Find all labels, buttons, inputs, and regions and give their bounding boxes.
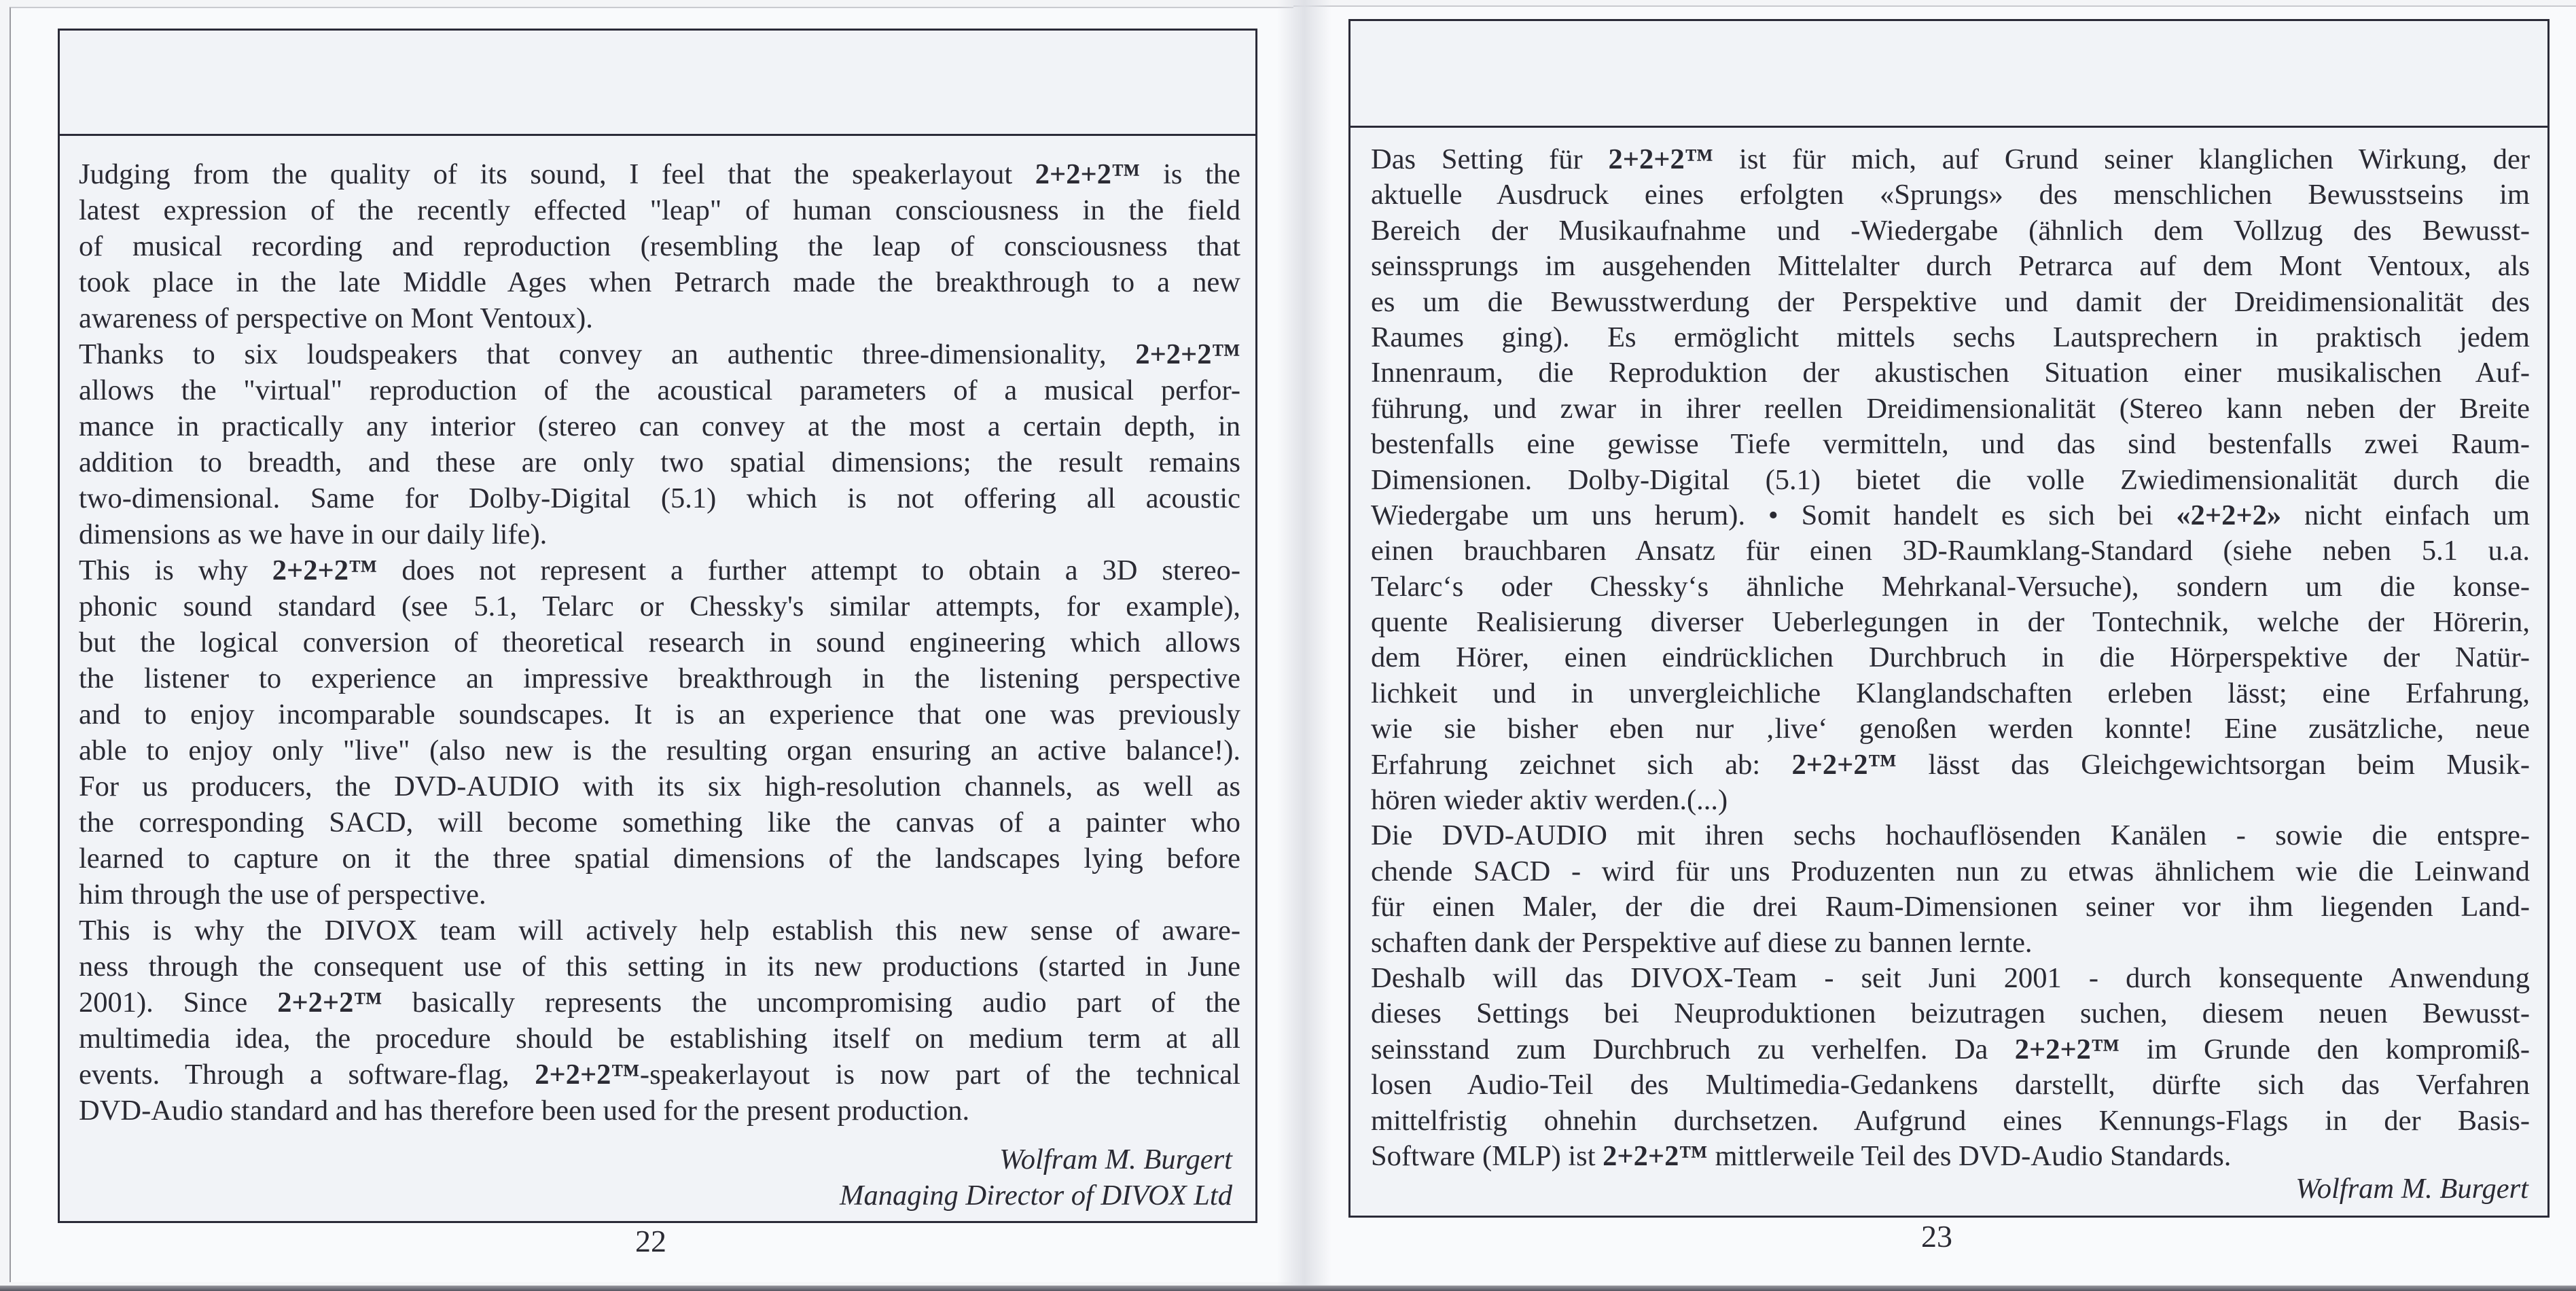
text-line bbox=[79, 732, 1240, 768]
text-segment: mittlerweile Teil des DVD-Audio Standards. bbox=[1707, 1139, 2232, 1172]
text-segment: hören wieder aktiv werden.(...) bbox=[1371, 784, 1728, 817]
text-segment: Wiedergabe um uns herum). • Somit handelt es sich bei bbox=[1371, 499, 2177, 531]
text-line bbox=[79, 480, 1240, 516]
text-segment: This is why bbox=[79, 554, 272, 586]
text-line bbox=[1371, 498, 2530, 533]
text-segment: seinsstand zum Durchbruch zu verhelfen. Da bbox=[1371, 1033, 2015, 1065]
text-segment: seinssprungs im ausgehenden Mittelalter durch Petrarca auf dem Mont Ventoux, als bbox=[1371, 250, 2530, 283]
left-header-panel bbox=[60, 31, 1255, 136]
text-segment: mance in practically any interior (stereo can convey at the most a certain depth, in bbox=[79, 410, 1240, 442]
text-line bbox=[79, 588, 1240, 624]
text-segment: This is why the DIVOX team will actively help establish this new sense of aware- bbox=[79, 915, 1240, 947]
trademark-text: 2+2+2™ bbox=[1791, 748, 1897, 781]
text-segment: losen Audio-Teil des Multimedia-Gedankens darstellt, dürfte sich das Verfahren bbox=[1371, 1069, 2530, 1101]
right-header-panel bbox=[1350, 21, 2547, 128]
trademark-text: 2+2+2™ bbox=[1608, 143, 1714, 175]
scan-edge bbox=[0, 1286, 2576, 1291]
text-segment: im Grunde den kompromiß- bbox=[2119, 1033, 2530, 1065]
text-line bbox=[1371, 391, 2530, 427]
text-segment: dieses Settings bei Neuproduktionen beizutragen suchen, diesem neuen Bewusst- bbox=[1371, 997, 2530, 1030]
text-segment: the corresponding SACD, will become something like the canvas of a painter who bbox=[79, 807, 1240, 838]
text-segment: Raumes ging). Es ermöglicht mittels sechs Lautsprechern in praktisch jedem bbox=[1371, 321, 2530, 353]
text-line bbox=[79, 696, 1240, 732]
text-line bbox=[1371, 463, 2530, 498]
text-segment: Das Setting für bbox=[1371, 143, 1609, 175]
text-segment: of musical recording and reproduction (resembling the leap of consciousness that bbox=[79, 230, 1240, 262]
text-segment: the listener to experience an impressive breakthrough in the listening perspective bbox=[79, 662, 1240, 694]
text-line bbox=[79, 408, 1240, 444]
signature-title: Managing Director of DIVOX Ltd bbox=[840, 1180, 1232, 1212]
text-line bbox=[1371, 285, 2530, 320]
text-line bbox=[79, 1021, 1240, 1057]
text-line bbox=[1371, 747, 2530, 783]
text-segment: Die DVD-AUDIO mit ihren sechs hochauflösenden Kanälen - sowie die entspre- bbox=[1371, 819, 2530, 852]
text-segment: Software (MLP) ist bbox=[1371, 1139, 1603, 1172]
text-segment: lässt das Gleichgewichtsorgan beim Musik- bbox=[1897, 748, 2530, 781]
text-segment: Erfahrung zeichnet sich ab: bbox=[1371, 748, 1792, 781]
text-line bbox=[79, 300, 1240, 336]
text-line bbox=[79, 660, 1240, 696]
text-line bbox=[1371, 213, 2530, 249]
text-line bbox=[1371, 1103, 2530, 1139]
text-segment: basically represents the uncompromising audio part of the bbox=[382, 987, 1240, 1019]
text-line bbox=[1371, 889, 2530, 925]
text-line bbox=[79, 372, 1240, 408]
text-line bbox=[79, 1093, 1240, 1129]
text-line bbox=[79, 264, 1240, 300]
text-segment: führung, und zwar in ihrer reellen Dreidimensionalität (Stereo kann neben der Breite bbox=[1371, 392, 2530, 425]
text-segment: -speakerlayout is now part of the technical bbox=[639, 1059, 1240, 1091]
text-segment: Deshalb will das DIVOX-Team - seit Juni 2001 - durch konsequente Anwendung bbox=[1371, 961, 2530, 994]
text-line bbox=[1371, 142, 2530, 177]
text-line bbox=[1371, 818, 2530, 853]
text-line bbox=[1371, 996, 2530, 1031]
trademark-text: 2+2+2™ bbox=[1035, 158, 1141, 190]
text-segment: DVD-Audio standard and has therefore been used for the present production. bbox=[79, 1095, 970, 1127]
text-line bbox=[1371, 925, 2530, 961]
text-line bbox=[1371, 676, 2530, 711]
text-segment: Bereich der Musikaufnahme und -Wiedergabe (ähnlich dem Vollzug des Bewusst- bbox=[1371, 214, 2530, 247]
text-segment: einen brauchbaren Ansatz für einen 3D-Raumklang-Standard (siehe neben 5.1 u.a. bbox=[1371, 535, 2530, 567]
text-segment: dem Hörer, einen eindrücklichen Durchbruch in die Hörperspektive der Natür- bbox=[1371, 641, 2530, 674]
text-segment: Telarc‘s oder Chessky‘s ähnliche Mehrkanal-Versuche), sondern um die konse- bbox=[1371, 570, 2530, 603]
text-line bbox=[79, 156, 1240, 192]
text-segment: addition to breadth, and these are only two spatial dimensions; the result remains bbox=[79, 446, 1240, 478]
text-line bbox=[79, 877, 1240, 913]
text-line bbox=[79, 444, 1240, 480]
page-number-left: 22 bbox=[635, 1224, 666, 1258]
right-text-frame bbox=[1348, 19, 2550, 1218]
text-line bbox=[79, 913, 1240, 949]
left-signature bbox=[840, 1142, 1232, 1214]
text-line bbox=[1371, 783, 2530, 818]
text-segment: able to enjoy only "live" (also new is the resulting organ ensuring an active balance!). bbox=[79, 735, 1240, 766]
text-line bbox=[1371, 605, 2530, 640]
text-segment: mittelfristig ohnehin durchsetzen. Aufgrund eines Kennungs-Flags in der Basis- bbox=[1371, 1104, 2530, 1137]
text-segment: phonic sound standard (see 5.1, Telarc or Chessky's similar attempts, for example), bbox=[79, 590, 1240, 622]
book-gutter bbox=[1277, 0, 1331, 1291]
text-segment: Judging from the quality of its sound, I feel that the speakerlayout bbox=[79, 158, 1035, 190]
text-segment: quente Realisierung diverser Ueberlegungen in der Tontechnik, welche der Hörerin, bbox=[1371, 606, 2530, 639]
text-line bbox=[1371, 711, 2530, 747]
text-segment: es um die Bewusstwerdung der Perspektive und damit der Dreidimensionalität des bbox=[1371, 285, 2530, 318]
text-segment: schaften dank der Perspektive auf diese zu bannen lernte. bbox=[1371, 926, 2033, 959]
text-segment: Innenraum, die Reproduktion der akustischen Situation einer musikalischen Auf- bbox=[1371, 357, 2530, 389]
trademark-text: 2+2+2™ bbox=[2014, 1033, 2120, 1065]
text-line bbox=[1371, 569, 2530, 605]
text-segment: chende SACD - wird für uns Produzenten nun zu etwas ähnlichem wie die Leinwand bbox=[1371, 855, 2530, 887]
signature-name: Wolfram M. Burgert bbox=[999, 1144, 1232, 1175]
text-segment: took place in the late Middle Ages when Petrarch made the breakthrough to a new bbox=[79, 266, 1240, 298]
text-line bbox=[1371, 533, 2530, 569]
text-segment: dimensions as we have in our daily life). bbox=[79, 518, 548, 550]
text-segment: ness through the consequent use of this setting in its new productions (started in June bbox=[79, 951, 1240, 983]
text-line bbox=[79, 949, 1240, 985]
trademark-text: 2+2+2™ bbox=[535, 1059, 640, 1091]
text-line bbox=[79, 624, 1240, 660]
english-text-body bbox=[79, 156, 1240, 1129]
text-segment: latest expression of the recently effected "leap" of human consciousness in the field bbox=[79, 194, 1240, 226]
text-segment: and to enjoy incomparable soundscapes. It is an experience that one was previously bbox=[79, 698, 1240, 730]
text-segment: Dimensionen. Dolby-Digital (5.1) bietet die volle Zwiedimensionalität durch die bbox=[1371, 463, 2530, 496]
trademark-text: «2+2+2» bbox=[2176, 499, 2282, 531]
text-line bbox=[79, 768, 1240, 804]
text-segment: 2001). Since bbox=[79, 987, 278, 1019]
german-text-body bbox=[1371, 142, 2530, 1174]
text-line bbox=[1371, 427, 2530, 462]
text-line bbox=[79, 192, 1240, 228]
text-segment: learned to capture on it the three spatial dimensions of the landscapes lying before bbox=[79, 843, 1240, 874]
text-line bbox=[79, 552, 1240, 588]
text-segment: allows the "virtual" reproduction of the acoustical parameters of a musical perfor- bbox=[79, 374, 1240, 406]
text-segment: bestenfalls eine gewisse Tiefe vermitteln, und das sind bestenfalls zwei Raum- bbox=[1371, 428, 2530, 461]
text-line bbox=[79, 841, 1240, 877]
text-segment: multimedia idea, the procedure should be establishing itself on medium term at all bbox=[79, 1023, 1240, 1055]
text-line bbox=[1371, 249, 2530, 284]
right-signature bbox=[2295, 1171, 2528, 1207]
text-segment: For us producers, the DVD-AUDIO with its six high-resolution channels, as well as bbox=[79, 771, 1240, 802]
text-segment: für einen Maler, der die drei Raum-Dimensionen seiner vor ihm liegenden Land- bbox=[1371, 891, 2530, 923]
text-line bbox=[79, 1057, 1240, 1093]
text-segment: Thanks to six loudspeakers that convey an authentic three-dimensionality, bbox=[79, 338, 1136, 370]
text-segment: is the bbox=[1140, 158, 1240, 190]
trademark-text: 2+2+2™ bbox=[1603, 1139, 1708, 1172]
text-line bbox=[79, 804, 1240, 841]
left-text-frame bbox=[58, 29, 1257, 1223]
text-line bbox=[79, 336, 1240, 372]
text-segment: aktuelle Ausdruck eines erfolgten «Sprungs» des menschlichen Bewusstseins im bbox=[1371, 179, 2530, 211]
text-segment: wie sie bisher eben nur ‚live‘ genoßen werden konnte! Eine zusätzliche, neue bbox=[1371, 713, 2530, 745]
text-line bbox=[1371, 177, 2530, 213]
text-segment: nicht einfach um bbox=[2281, 499, 2530, 531]
text-segment: awareness of perspective on Mont Ventoux). bbox=[79, 302, 593, 334]
text-line bbox=[1371, 961, 2530, 996]
text-segment: does not represent a further attempt to obtain a 3D stereo- bbox=[377, 554, 1240, 586]
text-segment: two-dimensional. Same for Dolby-Digital (5.1) which is not offering all acoustic bbox=[79, 482, 1240, 514]
text-line bbox=[1371, 640, 2530, 675]
text-line bbox=[1371, 355, 2530, 391]
text-line bbox=[79, 985, 1240, 1021]
trademark-text: 2+2+2™ bbox=[272, 554, 378, 586]
page-number-right: 23 bbox=[1921, 1219, 1952, 1254]
text-line bbox=[79, 516, 1240, 552]
text-segment: ist für mich, auf Grund seiner klanglichen Wirkung, der bbox=[1713, 143, 2530, 175]
text-line bbox=[1371, 1067, 2530, 1103]
text-segment: but the logical conversion of theoretical research in sound engineering which allows bbox=[79, 626, 1240, 658]
text-line bbox=[79, 228, 1240, 264]
trademark-text: 2+2+2™ bbox=[1135, 338, 1240, 370]
text-line bbox=[1371, 854, 2530, 889]
text-segment: events. Through a software-flag, bbox=[79, 1059, 535, 1091]
text-segment: lichkeit und in unvergleichliche Klanglandschaften erleben lässt; eine Erfahrung, bbox=[1371, 677, 2530, 709]
text-line bbox=[1371, 1139, 2530, 1174]
signature-name: Wolfram M. Burgert bbox=[2295, 1173, 2528, 1205]
text-line bbox=[1371, 320, 2530, 355]
text-segment: him through the use of perspective. bbox=[79, 879, 486, 910]
trademark-text: 2+2+2™ bbox=[277, 987, 382, 1019]
text-line bbox=[1371, 1032, 2530, 1067]
